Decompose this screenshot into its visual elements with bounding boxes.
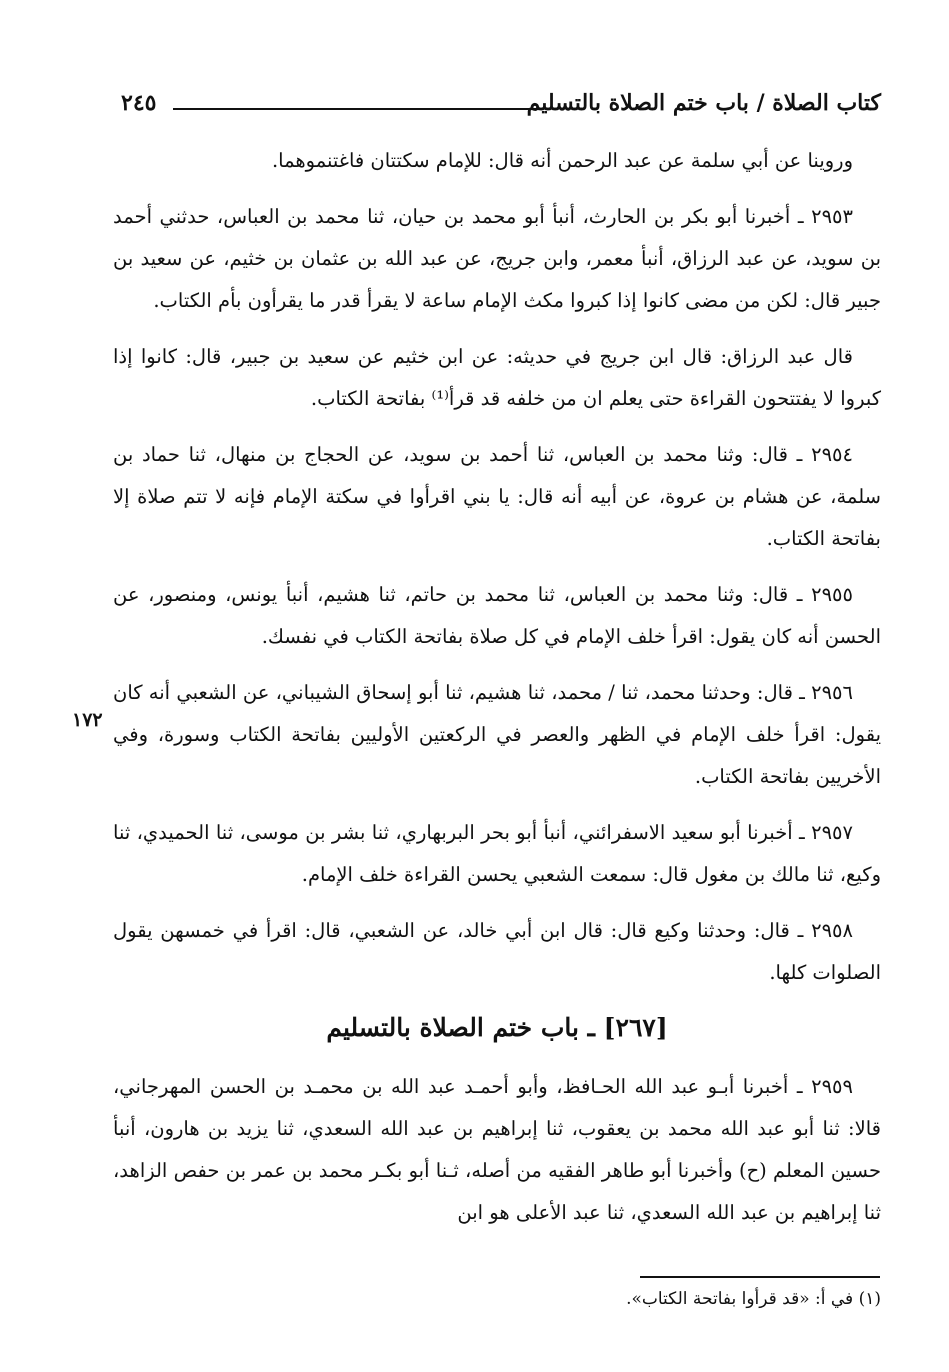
- footnote-rule: [640, 1276, 880, 1278]
- hadith-2953: ٢٩٥٣ ـ أخبرنا أبو بكر بن الحارث، أنبأ أبو محمد بن حيان، ثنا محمد بن العباس، حدثني أحمد بن سويد، عن عبد الرزاق، أنبأ معمر، وابن جريج، عن عبد الله بن عثمان بن خثيم، عن سعيد بن جبير قال: لكن من مضى كانوا إذا كبروا مكث الإمام ساعة لا يقرأ قدر ما يقرأون بأم الكتاب.: [113, 205, 881, 312]
- page-number: ٢٤٥: [121, 90, 157, 116]
- hadith-2957: ٢٩٥٧ ـ أخبرنا أبو سعيد الاسفرائني، أنبأ أبو بحر البربهاري، ثنا بشر بن موسى، ثنا الحميدي، ثنا وكيع، ثنا مالك بن مغول قال: سمعت الشعبي يحسن القراءة خلف الإمام.: [113, 821, 881, 886]
- hadith-2956: ٢٩٥٦ ـ قال: وحدثنا محمد، ثنا / محمد، ثنا هشيم، ثنا أبو إسحاق الشيباني، عن الشعبي أنه كان يقول: اقرأ خلف الإمام في الظهر والعصر في الركعتين الأوليين بفاتحة الكتاب وسورة، وفي الأخريين بفاتحة الكتاب.: [113, 681, 881, 788]
- hadith-2958: ٢٩٥٨ ـ قال: وحدثنا وكيع قال: قال ابن أبي خالد، عن الشعبي، قال: اقرأ في خمسهن يقول الصلوات كلها.: [113, 919, 881, 984]
- hadith-2955: ٢٩٥٥ ـ قال: وثنا محمد بن العباس، ثنا محمد بن حاتم، ثنا هشيم، أنبأ يونس، ومنصور، عن الحسن أنه كان يقول: اقرأ خلف الإمام في كل صلاة بفاتحة الكتاب في نفسك.: [113, 583, 881, 648]
- section-heading: [٢٦٧] ـ باب ختم الصلاة بالتسليم: [326, 1013, 668, 1042]
- paragraph: وروينا عن أبي سلمة عن عبد الرحمن أنه قال: للإمام سكتتان فاغتنموهما.: [271, 149, 853, 172]
- page-header: [113, 86, 881, 126]
- hadith-2954: ٢٩٥٤ ـ قال: وثنا محمد بن العباس، ثنا أحمد بن سويد، عن الحجاج بن منهال، ثنا حماد بن سلمة، عن هشام بن عروة، عن أبيه أنه قال: يا بني اقرأوا في سكتة الإمام فإنه لا تتم صلاة إلا بفاتحة الكتاب.: [113, 443, 881, 550]
- hadith-2959: ٢٩٥٩ ـ أخبرنا أبـو عبد الله الحـافظ، وأبو أحمـد عبد الله بن محمـد بن الحسن المهرجاني، قالا: ثنا أبو عبد الله محمد بن يعقوب، ثنا إبراهيم بن عبد الله السعدي، ثنا يزيد بن هارون، أنبأ حسين المعلم (ح) وأخبرنا أبو طاهر الفقيه من أصله، ثـنا أبو بكـر محمد بن عمر بن حفص الزاهد، ثنا إبراهيم بن عبد الله السعدي، ثنا عبد الأعلى هو ابن: [113, 1075, 881, 1224]
- running-title: كتاب الصلاة / باب ختم الصلاة بالتسليم: [526, 90, 881, 116]
- footnote: (١) في أ: «قد قرأوا بفاتحة الكتاب».: [626, 1289, 881, 1309]
- paragraph: قال عبد الرزاق: قال ابن جريج في حديثه: عن ابن خثيم عن سعيد بن جبير، قال: كانوا إذا كبروا لا يفتتحون القراءة حتى يعلم ان من خلفه قد قرأ⁽¹⁾ بفاتحة الكتاب.: [113, 345, 881, 410]
- main-text: [113, 140, 881, 1248]
- margin-page-reference: ١٧٢: [72, 709, 103, 731]
- header-rule: [173, 108, 541, 110]
